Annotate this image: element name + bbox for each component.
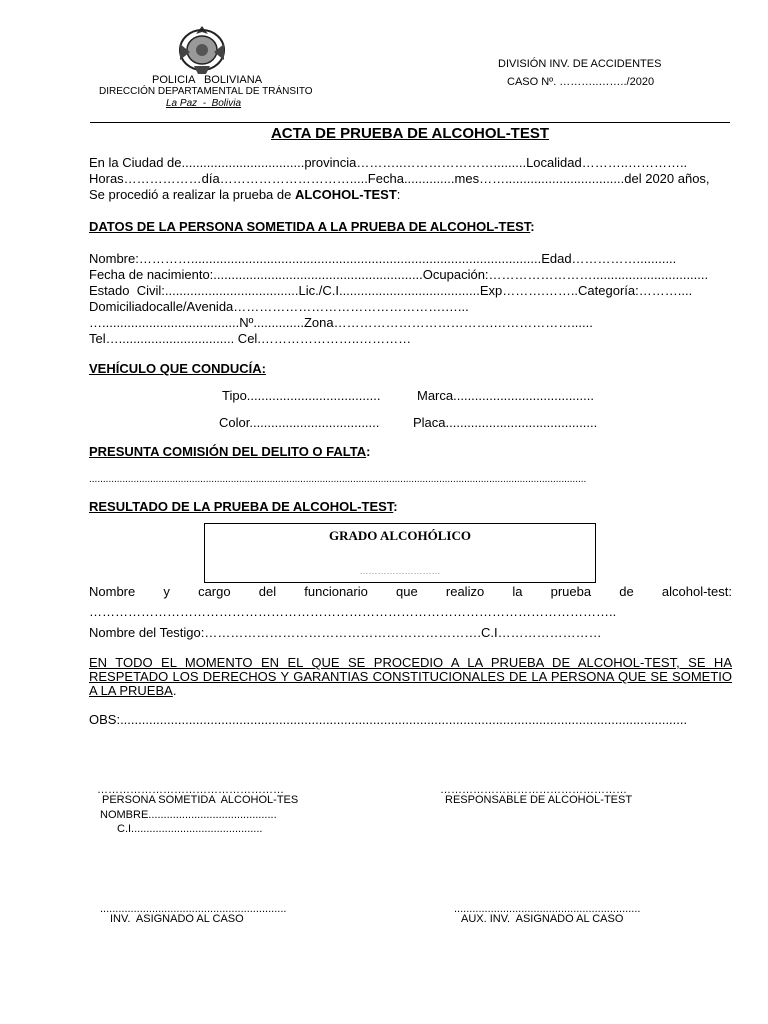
signature-line-aux-investigator: .............................................................: [454, 903, 641, 915]
signature-label-aux-investigator: AUX. INV. ASIGNADO AL CASO: [461, 913, 624, 925]
field-color: Color....................................: [219, 415, 380, 430]
official-word: funcionario: [304, 584, 368, 599]
field-fecha-nacimiento: Fecha de nacimiento:..........................................................Ocupación:……………………................................: [89, 267, 709, 282]
intro-line-3: [89, 187, 400, 202]
field-tipo: Tipo.....................................: [222, 388, 381, 403]
dept-name: DIRECCIÓN DEPARTAMENTAL DE TRÁNSITO: [99, 86, 313, 97]
official-word: del: [258, 584, 277, 599]
intro-line-2: Horas………………día………………………….....Fecha..............mes…….................................del 2020 años,: [89, 171, 710, 186]
document-title: ACTA DE PRUEBA DE ALCOHOL-TEST: [270, 125, 550, 142]
official-word: la: [512, 584, 523, 599]
signature-label-person: PERSONA SOMETIDA ALCOHOL-TES: [102, 794, 299, 806]
intro-line-3-prefix: Se procedió a realizar la prueba de: [89, 187, 295, 202]
official-word: y: [163, 584, 170, 599]
rights-statement: [89, 656, 732, 698]
intro-line-3-bold: ALCOHOL-TEST: [294, 187, 397, 202]
alcohol-grade-dots: ………………………: [359, 566, 441, 576]
result-heading-text: RESULTADO DE LA PRUEBA DE ALCOHOL-TEST: [89, 499, 394, 514]
case-number: CASO Nº. ………..……../2020: [507, 76, 655, 88]
rights-statement-end: .: [172, 683, 177, 698]
official-word: de: [619, 584, 634, 599]
field-numero-zona: …......................................Nº..............Zona……………………………….………………......: [89, 315, 593, 330]
signature-ci: C.I...........................................: [117, 823, 263, 835]
signature-nombre: NOMBRE..........................................: [100, 809, 277, 821]
observations-field: OBS:.............................................................................................................................................................: [89, 712, 688, 727]
official-row: [89, 584, 732, 599]
official-word: alcohol-test:: [661, 584, 732, 599]
header-divider: [90, 122, 730, 123]
official-dots: …………………………………………………………………………………………………………..: [89, 604, 617, 619]
location: La Paz - Bolivia: [166, 98, 242, 109]
field-estado-civil: Estado Civil:.....................................Lic./C.I.......................................Exp……….……..Categoría:………....: [89, 283, 693, 298]
crime-heading-text: PRESUNTA COMISIÓN DEL DELITO O FALTA: [89, 444, 367, 459]
field-marca: Marca.......................................: [417, 388, 594, 403]
person-heading-colon: :: [530, 219, 535, 234]
org-name: POLICIA BOLIVIANA: [152, 74, 263, 86]
intro-line-3-suffix: :: [396, 187, 401, 202]
crime-heading-colon: :: [366, 444, 371, 459]
official-word: Nombre: [89, 584, 136, 599]
signature-label-responsible: RESPONSABLE DE ALCOHOL-TEST: [445, 794, 633, 806]
official-word: cargo: [198, 584, 231, 599]
rights-statement-text: EN TODO EL MOMENTO EN EL QUE SE PROCEDIO A LA PRUEBA DE ALCOHOL-TEST, SE HA RESPETADO LOS DERECHOS Y GARANTIAS CONSTITUCIONALES DE LA PERSONA QUE SE SOMETIO A LA PRUEBA: [89, 655, 732, 698]
result-section-heading: [89, 499, 398, 514]
field-placa: Placa..........................................: [413, 415, 598, 430]
person-section-heading: [89, 219, 535, 234]
signature-label-investigator: INV. ASIGNADO AL CASO: [110, 913, 244, 925]
result-heading-colon: :: [393, 499, 398, 514]
signature-line-person: ……………………………………………: [97, 784, 284, 796]
official-word: prueba: [550, 584, 592, 599]
signature-line-investigator: .............................................................: [100, 903, 287, 915]
police-emblem-icon: [172, 22, 232, 76]
crime-dots: ...................................................................................................................................................................................: [89, 474, 587, 485]
crime-section-heading: [89, 444, 370, 459]
person-heading-text: DATOS DE LA PERSONA SOMETIDA A LA PRUEBA DE ALCOHOL-TEST: [89, 219, 531, 234]
alcohol-grade-title: GRADO ALCOHÓLICO: [329, 528, 471, 543]
official-word: realizo: [445, 584, 485, 599]
field-domicilio: Domiciliadocalle/Avenida………………………………………….…...: [89, 299, 469, 314]
division-label: DIVISIÓN INV. DE ACCIDENTES: [498, 58, 662, 70]
field-nombre: Nombre:………….................................................................................................Edad……………...........: [89, 251, 677, 266]
field-telefono: Tel…................................ Cel.…………………..…………: [89, 331, 412, 346]
alcohol-grade-box: [204, 523, 596, 583]
witness-field: Nombre del Testigo:……………………………………………………….C.I……………………: [89, 625, 602, 640]
intro-line-1: En la Ciudad de..................................provincia………..………………….........Localidad………..…………..: [89, 155, 688, 170]
official-word: que: [396, 584, 418, 599]
vehicle-section-heading: VEHÍCULO QUE CONDUCÍA:: [89, 361, 266, 376]
signature-line-responsible: ……………………………………………: [440, 784, 627, 796]
